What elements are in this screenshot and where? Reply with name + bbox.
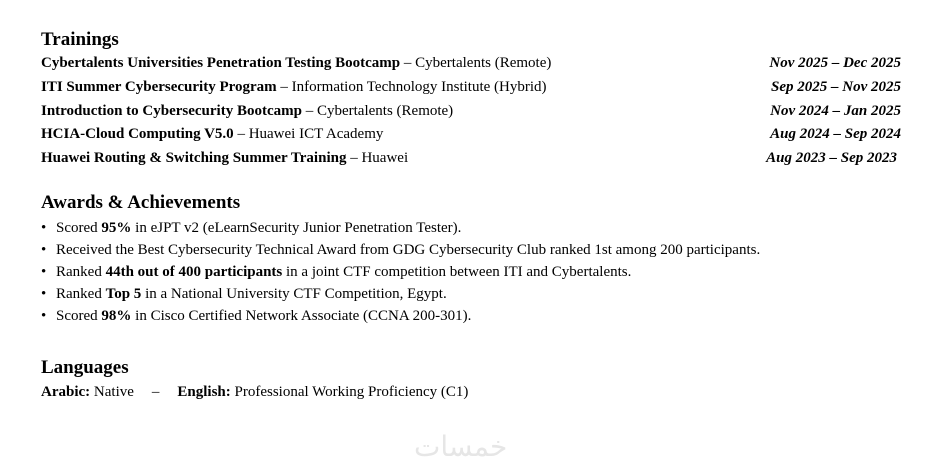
training-org: – Huawei: [346, 150, 409, 166]
training-org: – Information Technology Institute (Hybrid): [276, 79, 547, 95]
award-item: • Ranked Top 5 in a National University CTF Competition, Egypt.: [41, 286, 447, 302]
training-name: ITI Summer Cybersecurity Program: [41, 79, 277, 95]
trainings-heading: Trainings: [41, 29, 119, 50]
watermark-logo: خمسات: [414, 430, 508, 463]
bullet-icon: •: [41, 286, 47, 302]
training-org: – Cybertalents (Remote): [301, 103, 454, 119]
language-label: Arabic:: [41, 384, 91, 400]
training-name: Introduction to Cybersecurity Bootcamp: [41, 103, 302, 119]
awards-heading: Awards & Achievements: [41, 192, 241, 213]
training-name: Cybertalents Universities Penetration Testing Bootcamp: [41, 55, 401, 71]
training-name: HCIA-Cloud Computing V5.0: [41, 126, 234, 142]
training-item: [41, 124, 901, 144]
training-date: Sep 2025 – Nov 2025: [771, 79, 901, 95]
training-date: Aug 2024 – Sep 2024: [770, 126, 901, 142]
language-separator: –: [151, 384, 160, 400]
training-date: Nov 2024 – Jan 2025: [770, 103, 901, 119]
award-item: • Received the Best Cybersecurity Technical Award from GDG Cybersecurity Club ranked 1st among 200 participants.: [41, 242, 761, 258]
language-value: Professional Working Proficiency (C1): [230, 384, 469, 400]
bullet-icon: •: [41, 220, 47, 236]
language-label: English:: [177, 384, 231, 400]
award-item: • Scored 95% in eJPT v2 (eLearnSecurity Junior Penetration Tester).: [41, 220, 462, 236]
training-item: [41, 101, 901, 121]
bullet-icon: •: [41, 264, 47, 280]
training-item: [41, 148, 901, 168]
bullet-icon: •: [41, 242, 47, 258]
training-date: Nov 2025 – Dec 2025: [769, 55, 901, 71]
languages-line: [41, 382, 468, 402]
bullet-icon: •: [41, 308, 47, 324]
language-value: Native: [90, 384, 134, 400]
training-name: Huawei Routing & Switching Summer Training: [41, 150, 347, 166]
award-item: • Scored 98% in Cisco Certified Network Associate (CCNA 200-301).: [41, 308, 472, 324]
training-item: [41, 53, 901, 73]
languages-heading: Languages: [41, 357, 129, 378]
training-org: – Cybertalents (Remote): [400, 55, 552, 71]
training-item: [41, 77, 901, 97]
training-org: – Huawei ICT Academy: [233, 126, 384, 142]
award-item: • Ranked 44th out of 400 participants in a joint CTF competition between ITI and Cybertalents.: [41, 264, 632, 280]
training-date: Aug 2023 – Sep 2023: [766, 150, 897, 166]
